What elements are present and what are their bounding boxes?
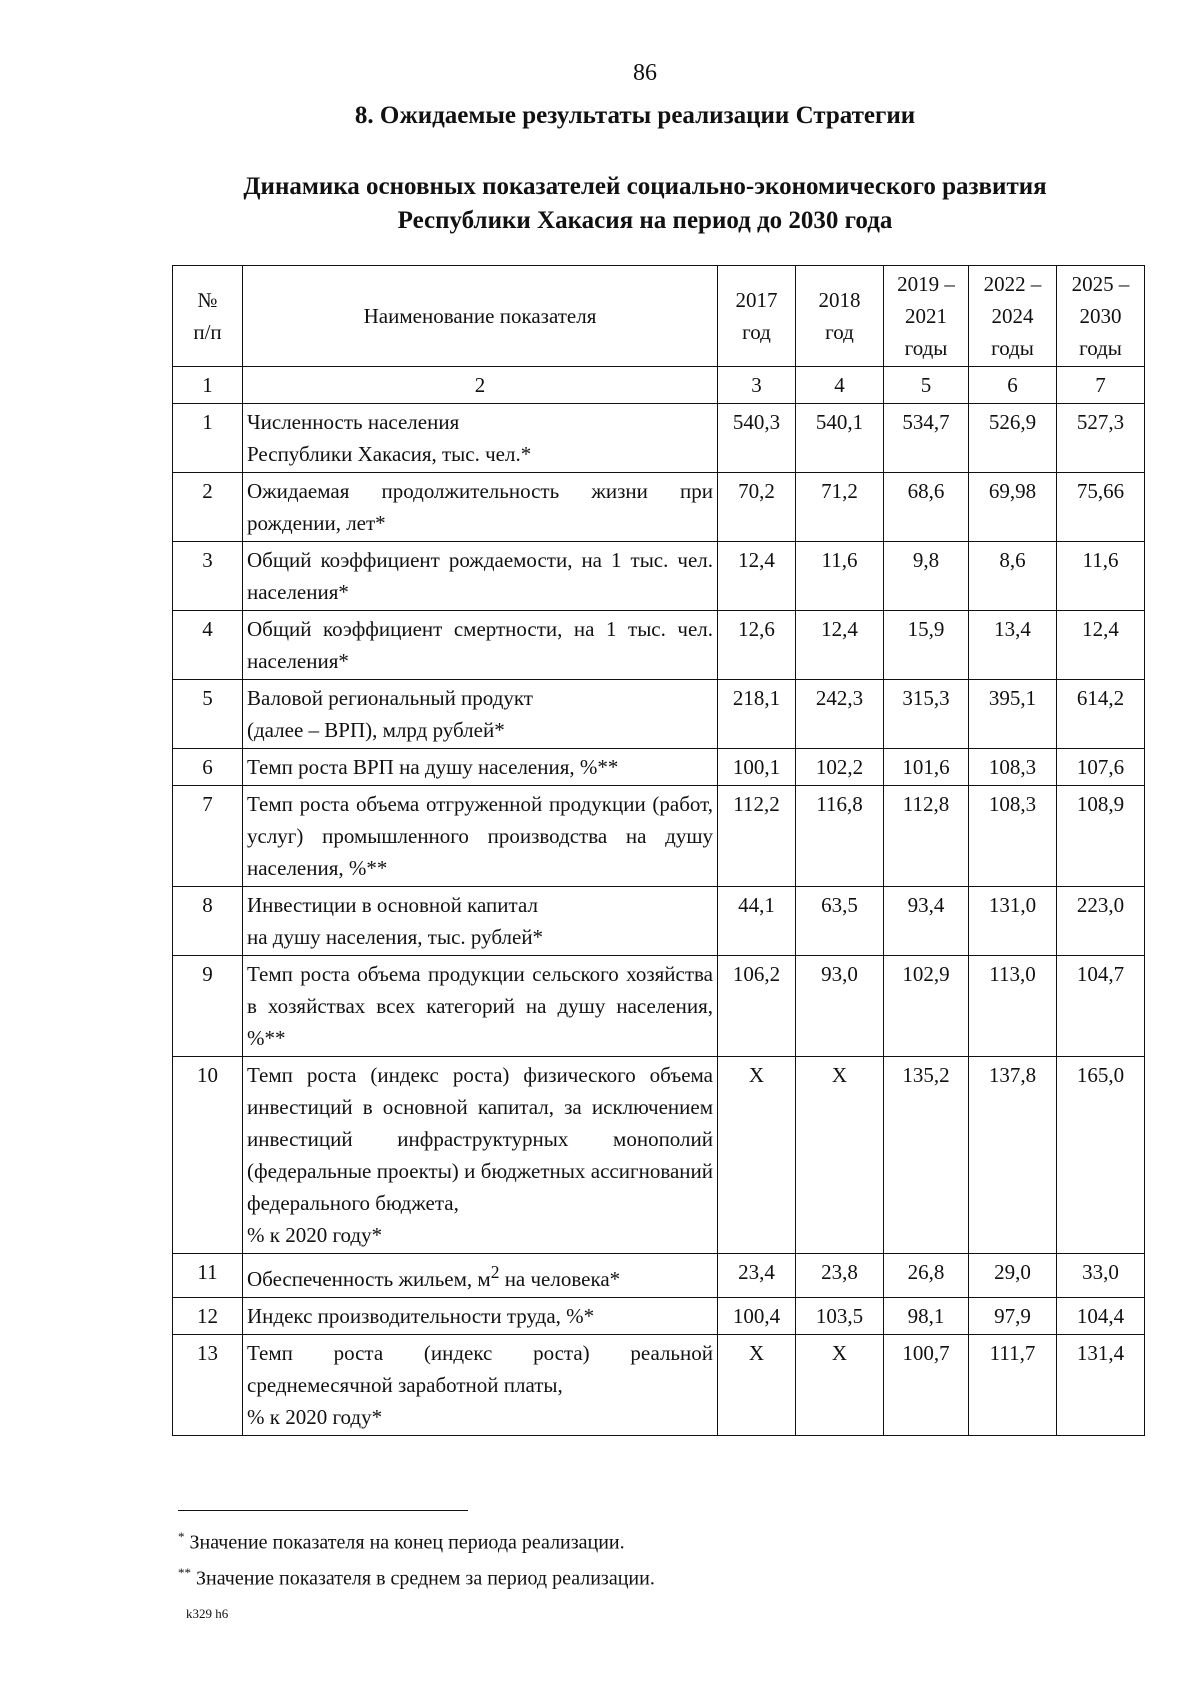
year-unit: годы — [1079, 336, 1122, 360]
footnote-separator — [178, 1510, 468, 1511]
value-2018: 12,4 — [796, 611, 884, 680]
header-number — [173, 266, 243, 367]
value-2022-2024: 113,0 — [969, 956, 1057, 1057]
value-2019-2021: 93,4 — [884, 887, 969, 956]
value-2025-2030: 104,4 — [1057, 1298, 1145, 1335]
indicator-name: Ожидаемая продолжительность жизни при рождении, лет* — [243, 473, 718, 542]
footnote-mark: * — [178, 1529, 185, 1544]
header-year-2018 — [796, 266, 884, 367]
value-2018: 11,6 — [796, 542, 884, 611]
footnote-text: Значение показателя на конец периода реализации. — [184, 1531, 625, 1554]
value-2019-2021: 98,1 — [884, 1298, 969, 1335]
square-superscript: 2 — [490, 1262, 500, 1282]
table-title-line-1: Динамика основных показателей социально-экономического развития — [243, 173, 1047, 200]
value-2022-2024: 395,1 — [969, 680, 1057, 749]
table-title-line-2: Республики Хакасия на период до 2030 года — [397, 207, 893, 234]
year-label: 2022 – 2024 — [983, 272, 1042, 328]
value-2019-2021: 102,9 — [884, 956, 969, 1057]
page-number: 86 — [633, 60, 657, 86]
header-indicator-name: Наименование показателя — [243, 266, 718, 367]
table-row — [173, 680, 1145, 749]
value-2022-2024: 108,3 — [969, 749, 1057, 786]
footnote-text: Значение показателя в среднем за период реализации. — [191, 1567, 655, 1590]
value-2019-2021: 15,9 — [884, 611, 969, 680]
value-2022-2024: 111,7 — [969, 1335, 1057, 1436]
column-index: 3 — [718, 367, 796, 404]
row-number: 9 — [173, 956, 243, 1057]
row-number: 5 — [173, 680, 243, 749]
row-number: 12 — [173, 1298, 243, 1335]
value-2018: 103,5 — [796, 1298, 884, 1335]
value-2018: 63,5 — [796, 887, 884, 956]
table-row — [173, 749, 1145, 786]
table-row — [173, 473, 1145, 542]
year-label: 2018 — [818, 288, 861, 312]
value-2022-2024: 29,0 — [969, 1254, 1057, 1298]
table-row — [173, 786, 1145, 887]
value-2018: 93,0 — [796, 956, 884, 1057]
value-2022-2024: 137,8 — [969, 1057, 1057, 1254]
value-2017: 23,4 — [718, 1254, 796, 1298]
value-2025-2030: 75,66 — [1057, 473, 1145, 542]
header-years-2019-2021 — [884, 266, 969, 367]
year-unit: год — [742, 320, 771, 344]
document-code: k329 h6 — [186, 1606, 229, 1621]
value-2025-2030: 223,0 — [1057, 887, 1145, 956]
indicator-name: Валовой региональный продукт (далее – ВРП), млрд рублей* — [243, 680, 718, 749]
column-index: 7 — [1057, 367, 1145, 404]
indicator-name: Индекс производительности труда, %* — [243, 1298, 718, 1335]
value-2019-2021: 135,2 — [884, 1057, 969, 1254]
value-2018: 102,2 — [796, 749, 884, 786]
column-index: 2 — [243, 367, 718, 404]
header-years-2025-2030 — [1057, 266, 1145, 367]
table-row — [173, 1057, 1145, 1254]
value-2017: X — [718, 1335, 796, 1436]
value-2017: 106,2 — [718, 956, 796, 1057]
value-2025-2030: 33,0 — [1057, 1254, 1145, 1298]
value-2017: 12,6 — [718, 611, 796, 680]
value-2019-2021: 315,3 — [884, 680, 969, 749]
row-number: 3 — [173, 542, 243, 611]
value-2022-2024: 69,98 — [969, 473, 1057, 542]
value-2019-2021: 534,7 — [884, 404, 969, 473]
value-2017: 218,1 — [718, 680, 796, 749]
value-2018: X — [796, 1057, 884, 1254]
row-number: 11 — [173, 1254, 243, 1298]
value-2018: 242,3 — [796, 680, 884, 749]
year-label: 2017 — [735, 288, 778, 312]
value-2025-2030: 108,9 — [1057, 786, 1145, 887]
value-2022-2024: 108,3 — [969, 786, 1057, 887]
value-2018: 23,8 — [796, 1254, 884, 1298]
header-years-2022-2024 — [969, 266, 1057, 367]
value-2017: 70,2 — [718, 473, 796, 542]
value-2018: 116,8 — [796, 786, 884, 887]
year-label: 2025 – 2030 — [1071, 272, 1130, 328]
value-2025-2030: 131,4 — [1057, 1335, 1145, 1436]
value-2019-2021: 112,8 — [884, 786, 969, 887]
indicator-name: Темп роста ВРП на душу населения, %** — [243, 749, 718, 786]
value-2018: 540,1 — [796, 404, 884, 473]
row-number: 4 — [173, 611, 243, 680]
row-number: 2 — [173, 473, 243, 542]
value-2017: 100,1 — [718, 749, 796, 786]
value-2019-2021: 9,8 — [884, 542, 969, 611]
value-2025-2030: 107,6 — [1057, 749, 1145, 786]
value-2017: X — [718, 1057, 796, 1254]
year-unit: годы — [991, 336, 1034, 360]
table-row — [173, 1335, 1145, 1436]
table-row — [173, 956, 1145, 1057]
value-2017: 44,1 — [718, 887, 796, 956]
value-2025-2030: 165,0 — [1057, 1057, 1145, 1254]
indicator-name-text: на человека* — [499, 1267, 621, 1291]
column-index: 5 — [884, 367, 969, 404]
row-number: 7 — [173, 786, 243, 887]
year-unit: годы — [904, 336, 948, 360]
value-2022-2024: 526,9 — [969, 404, 1057, 473]
value-2025-2030: 614,2 — [1057, 680, 1145, 749]
value-2025-2030: 11,6 — [1057, 542, 1145, 611]
row-number: 8 — [173, 887, 243, 956]
indicator-name: Темп роста объема отгруженной продукции (работ, услуг) промышленного производства на душу населения, %** — [243, 786, 718, 887]
value-2019-2021: 100,7 — [884, 1335, 969, 1436]
table-header-row — [173, 266, 1145, 367]
table-row — [173, 887, 1145, 956]
table-row — [173, 1254, 1145, 1298]
value-2022-2024: 97,9 — [969, 1298, 1057, 1335]
footnote-mark: ** — [178, 1564, 191, 1580]
row-number: 10 — [173, 1057, 243, 1254]
table-row — [173, 542, 1145, 611]
row-number: 13 — [173, 1335, 243, 1436]
value-2025-2030: 104,7 — [1057, 956, 1145, 1057]
indicators-table — [172, 265, 1145, 1436]
table-title — [0, 170, 1200, 238]
table-row — [173, 1298, 1145, 1335]
value-2025-2030: 12,4 — [1057, 611, 1145, 680]
header-year-2017 — [718, 266, 796, 367]
indicator-name: Темп роста (индекс роста) физического объема инвестиций в основной капитал, за исключением инвестиций инфраструктурных монополий (федеральные проекты) и бюджетных ассигнований федерального бюджета, % к 2020 году* — [243, 1057, 718, 1254]
value-2019-2021: 101,6 — [884, 749, 969, 786]
column-index: 1 — [173, 367, 243, 404]
indicator-name: Темп роста объема продукции сельского хозяйства в хозяйствах всех категорий на душу населения, %** — [243, 956, 718, 1057]
row-number: 6 — [173, 749, 243, 786]
value-2022-2024: 8,6 — [969, 542, 1057, 611]
value-2017: 112,2 — [718, 786, 796, 887]
value-2018: X — [796, 1335, 884, 1436]
column-index-row — [173, 367, 1145, 404]
value-2017: 540,3 — [718, 404, 796, 473]
table-row — [173, 404, 1145, 473]
indicator-name — [243, 1254, 718, 1298]
indicator-name: Численность населения Республики Хакасия, тыс. чел.* — [243, 404, 718, 473]
footnote-1 — [178, 1522, 655, 1558]
column-index: 6 — [969, 367, 1057, 404]
table-row — [173, 611, 1145, 680]
indicator-name: Общий коэффициент рождаемости, на 1 тыс. чел. населения* — [243, 542, 718, 611]
column-index: 4 — [796, 367, 884, 404]
indicator-name: Инвестиции в основной капитал на душу населения, тыс. рублей* — [243, 887, 718, 956]
header-number-label: № п/п — [193, 288, 222, 344]
value-2017: 12,4 — [718, 542, 796, 611]
indicator-name: Темп роста (индекс роста) реальной среднемесячной заработной платы, % к 2020 году* — [243, 1335, 718, 1436]
row-number: 1 — [173, 404, 243, 473]
value-2022-2024: 131,0 — [969, 887, 1057, 956]
footnote-2 — [178, 1558, 655, 1594]
year-unit: год — [825, 320, 854, 344]
year-label: 2019 – 2021 — [897, 272, 955, 328]
value-2022-2024: 13,4 — [969, 611, 1057, 680]
value-2019-2021: 26,8 — [884, 1254, 969, 1298]
value-2018: 71,2 — [796, 473, 884, 542]
value-2025-2030: 527,3 — [1057, 404, 1145, 473]
footnotes — [178, 1522, 655, 1593]
indicator-name: Общий коэффициент смертности, на 1 тыс. чел. населения* — [243, 611, 718, 680]
value-2017: 100,4 — [718, 1298, 796, 1335]
value-2019-2021: 68,6 — [884, 473, 969, 542]
indicator-name-text: Обеспеченность жильем, м — [247, 1267, 491, 1291]
section-title: 8. Ожидаемые результаты реализации Стратегии — [354, 102, 916, 129]
